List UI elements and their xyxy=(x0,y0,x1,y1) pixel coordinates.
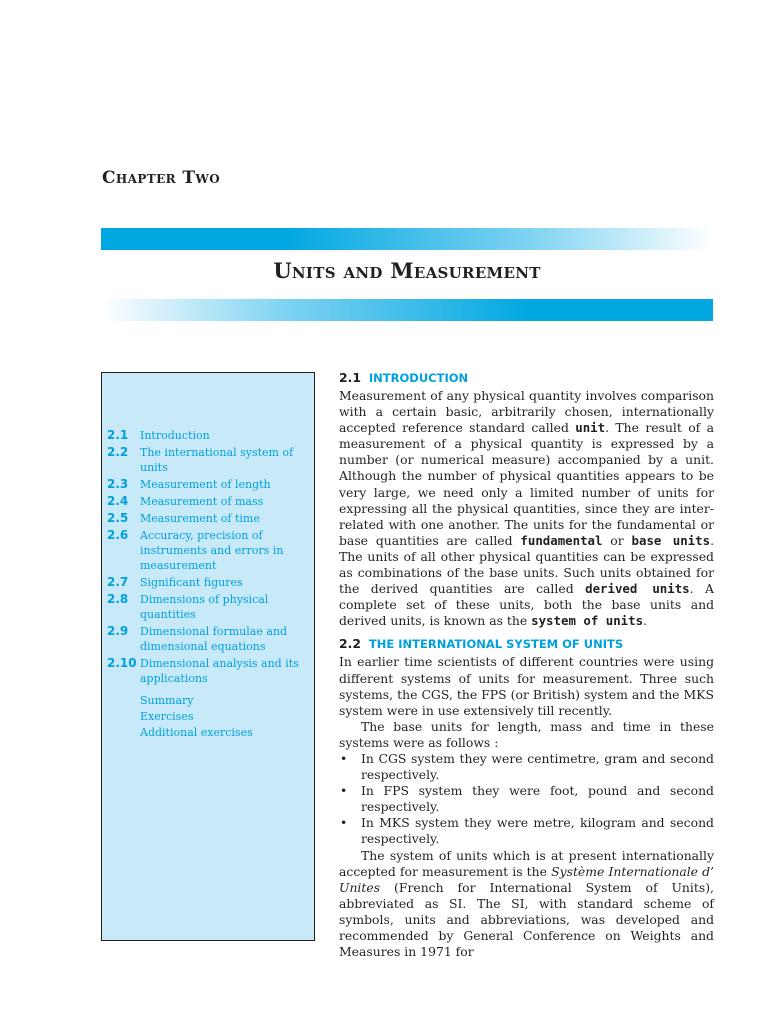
section-number: 2.2 xyxy=(339,636,361,652)
toc-item xyxy=(107,592,315,622)
toc-item-label: Dimensional analysis and its applications xyxy=(140,657,299,685)
toc-item-number: 2.2 xyxy=(107,445,129,459)
chapter-label: Chapter Two xyxy=(102,168,221,188)
list-item: • In MKS system they were metre, kilogram and second respectively. xyxy=(339,815,714,847)
toc-item-label: Dimensions of physical quantities xyxy=(140,593,269,621)
toc-item xyxy=(107,624,315,654)
section-title: THE INTERNATIONAL SYSTEM OF UNITS xyxy=(368,637,624,652)
text-run: (French for International System of Units), abbreviated as SI. The SI, with standard scheme of symbols, units and abbreviations, was developed and recommended by General Conference on Weights and Measures in 1971 for xyxy=(339,879,714,960)
toc-item-number: 2.4 xyxy=(107,494,129,508)
text-run: . The units of all other physical quantities can be expressed as combinations of the base units. Such units obtained for the derived quantities are called xyxy=(339,532,715,597)
toc-item xyxy=(107,656,315,686)
text-run: . A complete set of these units, both the base units and derived units, is known as the xyxy=(339,581,714,629)
si-paragraph-1: In earlier time scientists of different countries were using different systems of units for measurement. Three such systems, the CGS, the FPS (or British) system and the MKS system were in use extensively till recently. xyxy=(339,654,714,718)
text-run: or xyxy=(602,532,632,548)
text-run: The system of units which is at present internationally accepted for measurement is the xyxy=(339,847,714,879)
toc-item-label: Measurement of length xyxy=(140,478,271,491)
title-band-bottom xyxy=(101,299,713,321)
toc-item xyxy=(107,511,315,526)
toc-exercises: Exercises xyxy=(140,710,194,723)
term-base-units: base units xyxy=(631,532,711,548)
toc-summary: Summary xyxy=(140,694,194,707)
toc-item xyxy=(107,528,315,573)
chapter-title: Units and Measurement xyxy=(273,258,541,283)
text-run: . xyxy=(643,613,647,629)
toc-additional-exercises: Additional exercises xyxy=(140,726,253,739)
term-unit: unit xyxy=(575,420,606,436)
title-band-top xyxy=(101,228,713,250)
toc-item-number: 2.9 xyxy=(107,624,129,638)
introduction-paragraph xyxy=(339,388,714,629)
toc-item xyxy=(107,494,315,509)
toc-item-label: Measurement of time xyxy=(140,512,260,525)
toc-item xyxy=(107,445,315,475)
toc-item-label: Accuracy, precision of instruments and errors in measurement xyxy=(140,529,284,572)
toc-item-number: 2.1 xyxy=(107,428,129,442)
text-run: Measurement of any physical quantity involves comparison with a certain basic, arbitrarily chosen, internationally accepted reference standard called xyxy=(339,388,714,436)
toc-item-label: Measurement of mass xyxy=(140,495,264,508)
toc-item-number: 2.6 xyxy=(107,528,129,542)
toc-item-number: 2.5 xyxy=(107,511,129,525)
toc-item xyxy=(107,477,315,492)
toc-item xyxy=(107,428,315,443)
toc-item-label: The international system of units xyxy=(140,446,294,474)
section-heading-introduction xyxy=(339,368,714,388)
si-paragraph-2: The base units for length, mass and time in these systems were as follows : xyxy=(339,718,714,750)
section-title: INTRODUCTION xyxy=(368,371,469,385)
unit-systems-list xyxy=(339,751,714,848)
term-fundamental: fundamental xyxy=(520,532,603,548)
contents-box xyxy=(101,372,315,941)
term-derived-units: derived units xyxy=(585,581,690,597)
term-si-french: Système Internationale d’ Unites xyxy=(339,863,714,895)
toc-item-number: 2.7 xyxy=(107,575,129,589)
contents-list xyxy=(107,428,315,741)
toc-item-number: 2.8 xyxy=(107,592,129,606)
text-run: . The result of a measurement of a physical quantity is expressed by a number (or numerical measure) accompanied by a unit. Although the number of physical quantities appears to be very large, we need only a limited number of units for expressing all the physical quantities, since they are inter-related with one another. The units for the fundamental or base quantities are called xyxy=(339,420,714,548)
toc-item-number: 2.10 xyxy=(107,656,137,670)
section-heading-si xyxy=(339,634,714,654)
toc-item-label: Introduction xyxy=(140,429,210,442)
list-item: • In CGS system they were centimetre, gram and second respectively. xyxy=(339,751,714,783)
toc-item-label: Dimensional formulae and dimensional equations xyxy=(140,625,288,653)
toc-item xyxy=(107,575,315,590)
toc-item-number: 2.3 xyxy=(107,477,129,491)
term-system-of-units: system of units xyxy=(531,613,644,629)
list-item: • In FPS system they were foot, pound and second respectively. xyxy=(339,783,714,815)
main-text-column xyxy=(339,368,714,960)
si-paragraph-3 xyxy=(339,848,714,961)
section-number: 2.1 xyxy=(339,370,361,385)
toc-item-label: Significant figures xyxy=(140,576,243,589)
